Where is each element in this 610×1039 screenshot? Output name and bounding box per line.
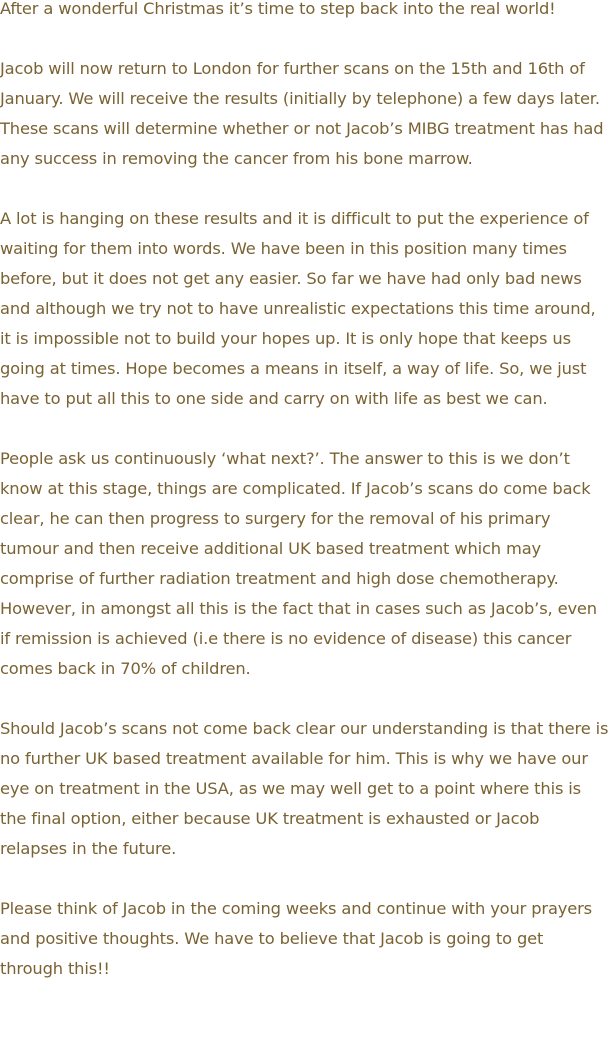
paragraph-usa-treatment: Should Jacob’s scans not come back clear our understanding is that there is no further UK based treatment available for him. This is why we have our eye on treatment in the USA, as we may well get to a point where this is the final option, either because UK treatment is exhausted or Jacob relapses in the future.: [0, 719, 609, 858]
paragraph-what-next: People ask us continuously ‘what next?’. The answer to this is we don’t know at this stage, things are complicated. If Jacob’s scans do come back clear, he can then progress to surgery for the removal of his primary tumour and then receive additional UK based treatment which may comprise of further radiation treatment and high dose chemotherapy. However, in amongst all this is the fact that in cases such as Jacob’s, even if remission is achieved (i.e there is no evidence of disease) this cancer comes back in 70% of children.: [0, 449, 597, 678]
paragraph-waiting: A lot is hanging on these results and it is difficult to put the experience of waiting for them into words. We have been in this position many times before, but it does not get any easier. So far we have had only bad news and although we try not to have unrealistic expectations this time around, it is impossible not to build your hopes up. It is only hope that keeps us going at times. Hope becomes a means in itself, a way of life. So, we just have to put all this to one side and carry on with life as best we can.: [0, 209, 596, 408]
paragraph-closing: Please think of Jacob in the coming weeks and continue with your prayers and positive thoughts. We have to believe that Jacob is going to get through this!!: [0, 899, 593, 978]
paragraph-scans: Jacob will now return to London for further scans on the 15th and 16th of January. We will receive the results (initially by telephone) a few days later. These scans will determine whether or not Jacob’s MIBG treatment has had any success in removing the cancer from his bone marrow.: [0, 59, 604, 168]
paragraph-intro: After a wonderful Christmas it’s time to step back into the real world!: [0, 0, 556, 18]
